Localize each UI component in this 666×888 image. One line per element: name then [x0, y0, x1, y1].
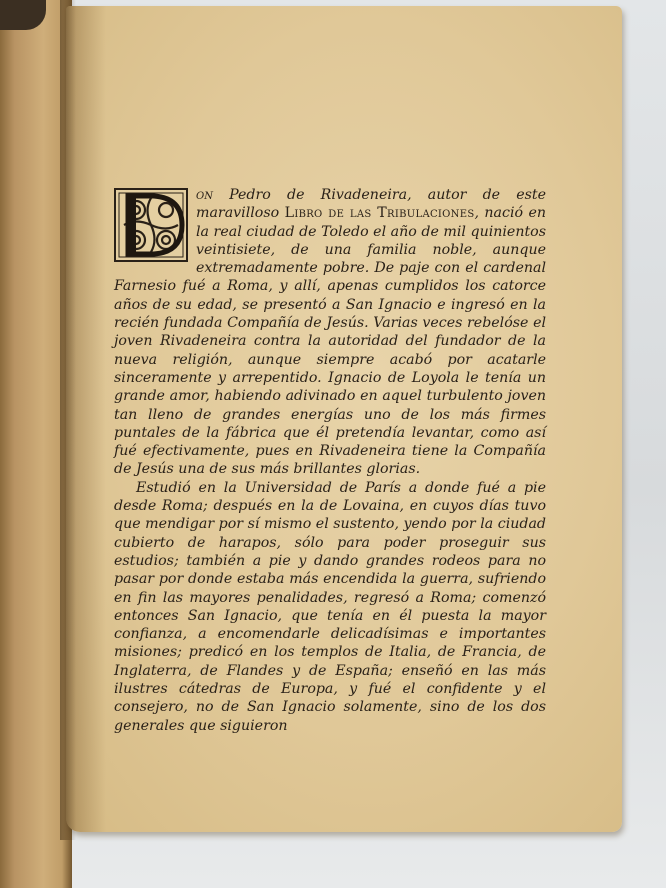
ornamental-initial-d-icon — [114, 188, 188, 262]
paragraph-2: Estudió en la Universidad de París a donde fué a pie desde Roma; después en la de Lovaina, en cuyos días tuvo que mendigar por sí mismo el sustento, yendo por la ciudad cubierto de harapos, sólo para poder proseguir sus estudios; también a pie y dando grandes rodeos para no pasar por donde estaba más encendida la guerra, sufriendo en fin las mayores penalidades, regresó a Roma; comenzó entonces San Ignacio, que tenía en él puesta la mayor confianza, a encomendarle delicadísimas e importantes misiones; predicó en los templos de Italia, de Francia, de Inglaterra, de Flandes y de España; enseñó en las más ilustres cátedras de Europa, y fué el confidente y el consejero, no de San Ignacio solamente, sino de los dos generales que siguieron — [114, 479, 546, 734]
lead-word: on — [196, 187, 213, 203]
paragraph-1-text-b: , nació en la real ciudad de Toledo el año de mil quinientos veintisiete, de una familia noble, aunque extremadamente pobre. De paje con el cardenal Farnesio fué a Roma, y allí, apenas cumplidos los catorce años de su edad, se presentó a San Ignacio e ingresó en la recién fundada Compañía de Jesús. Varias veces rebelóse el joven Rivadeneira contra la autoridad del fundador de la nueva religión, aunque siempre acabó por acatarle sinceramente y arrepentido. Ignacio de Loyola le tenía un grande amor, habiendo adivinado en aquel turbulento joven tan lleno de grandes energías uno de los más firmes puntales de la fábrica que él pretendía levantar, como así fué efectivamente, pues en Rivadeneira tiene la Compañía de Jesús una de sus más brillantes glorias. — [114, 205, 547, 478]
book-title: Libro de las Tribulaciones — [284, 205, 475, 222]
page-text — [114, 186, 546, 735]
paragraph-1-text-a: Pedro de Rivadeneira, autor de este maravilloso — [196, 187, 546, 222]
gutter-shadow — [60, 0, 76, 840]
